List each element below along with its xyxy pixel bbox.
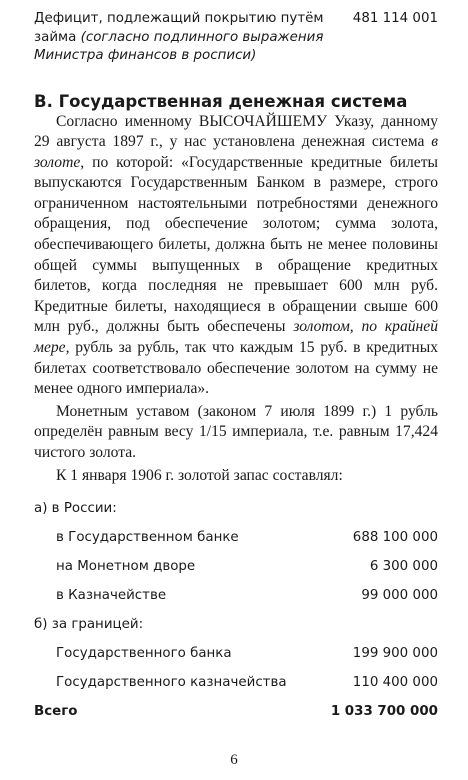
- row-label: в Казначействе: [56, 588, 167, 604]
- table-row: [34, 668, 438, 697]
- deficit-block: [34, 10, 438, 66]
- gold-reserve-intro: К 1 января 1906 г. золотой запас составлял:: [56, 466, 343, 484]
- total-row: [34, 697, 438, 726]
- section-heading: В. Государственная денежная система: [34, 91, 408, 111]
- row-value: 6 300 000: [369, 559, 438, 575]
- book-page: [34, 10, 438, 726]
- row-value: 110 400 000: [352, 675, 438, 691]
- mint-statute-paragraph: Монетным уставом (законом 7 июля 1899 г.) 1 рубль определён равным весу 1/15 империала, т.е. равным 17,424 чистого золота.: [34, 402, 438, 461]
- decree-text-part-3: рубль за рубль, так что каждым 15 руб. в кредитных билетах соответствовало обеспечение золотом на сумму не менее одного империала».: [34, 339, 438, 398]
- decree-emphasis-at-least: золотом, по крайней мере,: [34, 318, 439, 357]
- decree-text-part-1: Согласно именному ВЫСОЧАЙШЕМУ Указу, данному 29 августа 1897 г., у нас установлена денежная система: [34, 112, 438, 151]
- row-value: 199 900 000: [352, 646, 438, 662]
- table-row: [34, 581, 438, 610]
- table-row: [34, 523, 438, 552]
- deficit-value: 481 114 001: [352, 11, 438, 26]
- group-label-abroad: б) за границей:: [34, 617, 144, 633]
- group-label-russia: а) в России:: [34, 501, 117, 517]
- decree-paragraph: [34, 112, 438, 400]
- page-number: 6: [230, 752, 238, 768]
- deficit-label: Дефицит, подлежащий покрытию путём займа: [34, 11, 324, 45]
- deficit-description: [34, 10, 352, 66]
- gold-reserve-table: [34, 494, 438, 726]
- deficit-note: (согласно подлинного выражения Министра финансов в росписи): [34, 29, 324, 63]
- table-row: [34, 552, 438, 581]
- row-label: на Монетном дворе: [56, 559, 196, 575]
- decree-text-part-2: по которой: «Государственные кредитные билеты выпускаются Государственным Банком в размере, строго ограниченном настоятельными потребностями денежного обращения, под обеспечение золотом; сумма золота, обеспечивающего билеты, должна быть не менее половины общей суммы выпущенных в обращение кредитных билетов, когда последняя не превышает 600 млн руб. Кредитные билеты, находящиеся в обращении свыше 600 млн руб., должны быть обеспечены: [34, 153, 439, 336]
- decree-emphasis-gold: в золоте,: [34, 133, 438, 171]
- row-label: в Государственном банке: [56, 530, 239, 546]
- row-value: 99 000 000: [361, 588, 438, 604]
- total-label: Всего: [34, 704, 78, 720]
- row-label: Государственного казначейства: [56, 675, 287, 691]
- total-value: 1 033 700 000: [330, 704, 438, 720]
- row-value: 688 100 000: [352, 530, 438, 546]
- row-label: Государственного банка: [56, 646, 232, 662]
- table-row: [34, 639, 438, 668]
